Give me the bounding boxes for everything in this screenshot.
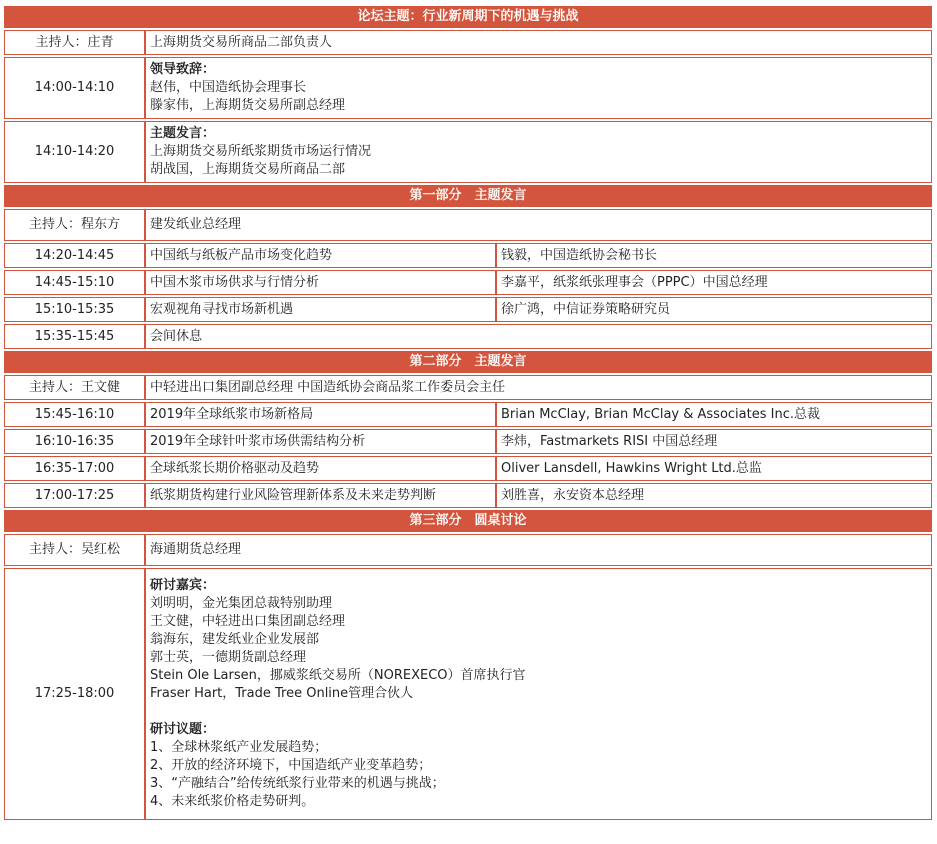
agenda-row — [4, 270, 932, 295]
agenda-row — [4, 402, 932, 427]
topic-cell: 宏观视角寻找市场新机遇 — [145, 297, 496, 322]
speaker-cell: Brian McClay, Brian McClay & Associates Inc.总裁 — [496, 402, 932, 427]
part1-title: 第一部分 主题发言 — [4, 185, 932, 207]
host-row — [4, 209, 932, 241]
content-line: 胡战国，上海期货交易所商品二部 — [150, 162, 346, 177]
time-cell: 16:35-17:00 — [4, 456, 145, 481]
topic-cell: 2019年全球针叶浆市场供需结构分析 — [145, 429, 496, 454]
topic-cell: 纸浆期货构建行业风险管理新体系及未来走势判断 — [145, 483, 496, 508]
speaker-cell: 李炜，Fastmarkets RISI 中国总经理 — [496, 429, 932, 454]
forum-title: 论坛主题：行业新周期下的机遇与挑战 — [4, 6, 932, 28]
section-heading: 主题发言： — [150, 126, 216, 141]
section-header-row — [4, 185, 932, 207]
speaker-cell: 刘胜喜，永安资本总经理 — [496, 483, 932, 508]
panel-content — [145, 568, 932, 820]
content-line: 滕家伟，上海期货交易所副总经理 — [150, 98, 346, 113]
content-line: 上海期货交易所纸浆期货市场运行情况 — [150, 144, 372, 159]
agenda-row — [4, 243, 932, 268]
section-header-row — [4, 351, 932, 373]
agenda-row — [4, 57, 932, 119]
topic-item: 3、“产融结合”给传统纸浆行业带来的机遇与挑战； — [150, 776, 445, 791]
topic-item: 1、全球林浆纸产业发展趋势； — [150, 740, 328, 755]
part2-title: 第二部分 主题发言 — [4, 351, 932, 373]
guest-item: 王文健，中轻进出口集团副总经理 — [150, 614, 346, 629]
topics-heading: 研讨议题： — [150, 722, 216, 737]
host-label: 主持人：庄青 — [4, 30, 145, 55]
content-cell — [145, 121, 932, 183]
topic-item: 2、开放的经济环境下，中国造纸产业变革趋势； — [150, 758, 432, 773]
host-desc: 建发纸业总经理 — [145, 209, 932, 241]
time-cell: 15:35-15:45 — [4, 324, 145, 349]
time-cell: 15:45-16:10 — [4, 402, 145, 427]
agenda-row — [4, 483, 932, 508]
guest-item: 郭士英，一德期货副总经理 — [150, 650, 307, 665]
time-cell: 14:00-14:10 — [4, 57, 145, 119]
section-heading: 领导致辞： — [150, 62, 216, 77]
guest-item: 翁海东，建发纸业企业发展部 — [150, 632, 320, 647]
content-cell — [145, 57, 932, 119]
host-label: 主持人：程东方 — [4, 209, 145, 241]
section-header-row — [4, 510, 932, 532]
host-desc: 上海期货交易所商品二部负责人 — [145, 30, 932, 55]
agenda-row — [4, 297, 932, 322]
agenda-row — [4, 456, 932, 481]
agenda-row — [4, 121, 932, 183]
time-cell: 17:25-18:00 — [4, 568, 145, 820]
topic-cell: 全球纸浆长期价格驱动及趋势 — [145, 456, 496, 481]
host-row — [4, 375, 932, 400]
break-row — [4, 324, 932, 349]
forum-title-row — [4, 6, 932, 28]
time-cell: 15:10-15:35 — [4, 297, 145, 322]
guest-item: Stein Ole Larsen，挪威浆纸交易所（NOREXECO）首席执行官 — [150, 668, 526, 683]
topic-cell: 中国木浆市场供求与行情分析 — [145, 270, 496, 295]
content-line: 赵伟，中国造纸协会理事长 — [150, 80, 307, 95]
panel-row — [4, 568, 932, 820]
speaker-cell: 李嘉平，纸浆纸张理事会（PPPC）中国总经理 — [496, 270, 932, 295]
time-cell: 17:00-17:25 — [4, 483, 145, 508]
speaker-cell: 钱毅，中国造纸协会秘书长 — [496, 243, 932, 268]
part3-title: 第三部分 圆桌讨论 — [4, 510, 932, 532]
host-label: 主持人：吴红松 — [4, 534, 145, 566]
host-label: 主持人：王文健 — [4, 375, 145, 400]
agenda-row — [4, 429, 932, 454]
time-cell: 14:10-14:20 — [4, 121, 145, 183]
time-cell: 14:20-14:45 — [4, 243, 145, 268]
host-desc: 海通期货总经理 — [145, 534, 932, 566]
topic-cell: 中国纸与纸板产品市场变化趋势 — [145, 243, 496, 268]
agenda-table — [4, 4, 932, 822]
guest-item: Fraser Hart，Trade Tree Online管理合伙人 — [150, 686, 414, 701]
time-cell: 14:45-15:10 — [4, 270, 145, 295]
host-row — [4, 534, 932, 566]
speaker-cell: 徐广鸿，中信证券策略研究员 — [496, 297, 932, 322]
guests-heading: 研讨嘉宾： — [150, 578, 216, 593]
topic-cell: 2019年全球纸浆市场新格局 — [145, 402, 496, 427]
time-cell: 16:10-16:35 — [4, 429, 145, 454]
topic-item: 4、未来纸浆价格走势研判。 — [150, 794, 315, 809]
guest-item: 刘明明，金光集团总裁特别助理 — [150, 596, 333, 611]
host-desc: 中轻进出口集团副总经理 中国造纸协会商品浆工作委员会主任 — [145, 375, 932, 400]
speaker-cell: Oliver Lansdell, Hawkins Wright Ltd.总监 — [496, 456, 932, 481]
break-label: 会间休息 — [145, 324, 932, 349]
host-row — [4, 30, 932, 55]
spacer — [150, 703, 927, 721]
